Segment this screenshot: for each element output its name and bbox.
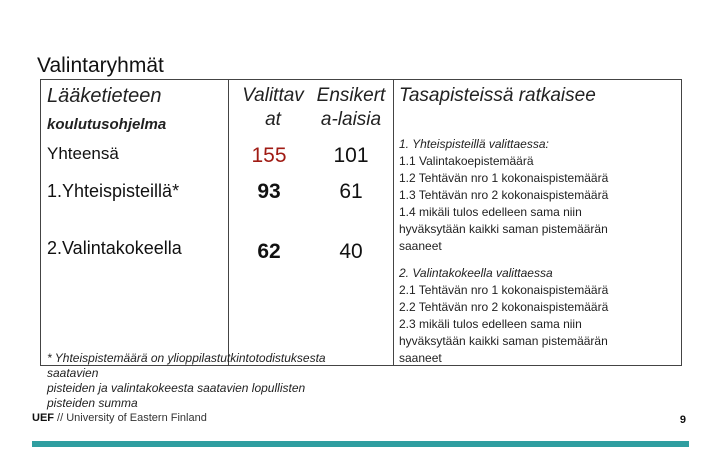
slide-heading: Valintaryhmät [37,54,164,77]
tiebreak-group1-line: 1.3 Tehtävän nro 2 kokonaispistemäärä [399,188,609,202]
tiebreak-group1-line: 1.4 mikäli tulos edelleen sama niin [399,205,582,219]
group2-first-timers-value: 40 [339,240,363,263]
header-first-timers-line1: Ensikert [316,85,386,106]
footnote-line: pisteiden ja valintakokeesta saatavien lopullisten [47,381,306,395]
header-first-timers-line2: a-laisia [320,109,382,130]
header-selected-line1: Valittav [242,85,304,106]
group2-selected-value: 62 [257,240,281,263]
total-first-timers-value: 101 [333,144,369,167]
total-selected-value: 155 [251,144,287,167]
footnote [47,351,326,411]
page-number: 9 [679,414,686,426]
footnote-line: saatavien [47,366,99,380]
header-selected-line2: at [265,109,281,130]
group1-selected-value: 93 [257,180,281,203]
row-label-group2: 2.Valintakokeella [47,238,182,258]
tiebreak-group1-line: hyväksytään kaikki saman pistemäärän [399,222,608,236]
tiebreak-group1-line: 1.2 Tehtävän nro 1 kokonaispistemäärä [399,171,609,185]
footer-brand [32,412,207,424]
tiebreak-group1-title: 1. Yhteispisteillä valittaessa: [399,137,549,151]
footnote-line: * Yhteispistemäärä on ylioppilastutkintotodistuksesta [47,351,326,365]
tiebreak-group2-line: hyväksytään kaikki saman pistemäärän [399,334,608,348]
tiebreak-group2-line: 2.2 Tehtävän nro 2 kokonaispistemäärä [399,300,609,314]
tiebreak-group2-line: saaneet [399,351,442,365]
tiebreak-group2-line: 2.3 mikäli tulos edelleen sama niin [399,317,582,331]
row-label-group1: 1.Yhteispisteillä* [47,181,180,201]
tiebreak-group1-line: saaneet [399,239,442,253]
header-program: Lääketieteen [47,85,162,107]
footer-brand-rest: // University of Eastern Finland [54,412,207,424]
tiebreak-group2-title: 2. Valintakokeella valittaessa [399,266,553,280]
tiebreak-group1-line: 1.1 Valintakoepistemäärä [399,154,534,168]
footnote-line: pisteiden summa [47,396,138,410]
column-divider [393,80,394,365]
header-program-sub: koulutusohjelma [47,116,167,133]
tiebreak-group2-line: 2.1 Tehtävän nro 1 kokonaispistemäärä [399,283,609,297]
row-label-total: Yhteensä [47,144,119,163]
header-tiebreak: Tasapisteissä ratkaisee [399,85,596,106]
footer-brand-strong: UEF [32,412,54,424]
footer-accent-bar [32,441,689,447]
column-divider [228,80,229,365]
group1-first-timers-value: 61 [339,180,363,203]
